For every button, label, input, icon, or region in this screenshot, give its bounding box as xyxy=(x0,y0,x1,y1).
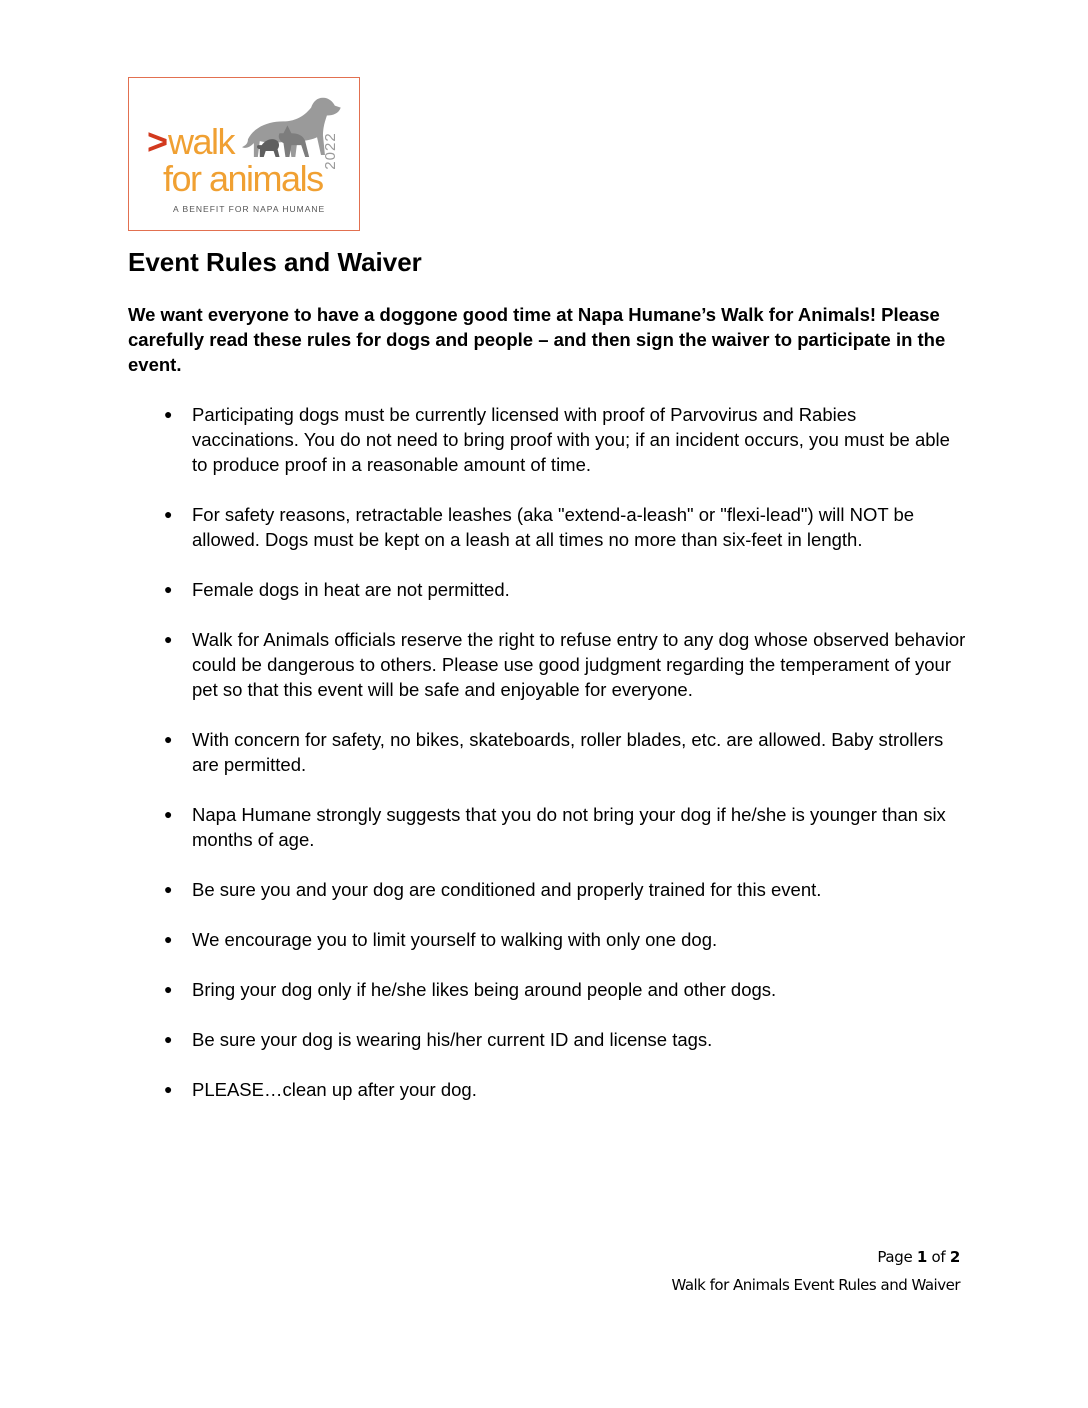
bullet-icon: ● xyxy=(164,581,173,597)
rule-item xyxy=(128,502,968,552)
rule-text: Be sure you and your dog are conditioned and properly trained for this event. xyxy=(192,879,822,900)
page-footer xyxy=(671,1243,960,1299)
logo-tagline: A BENEFIT FOR NAPA HUMANE xyxy=(173,204,326,214)
bullet-icon: ● xyxy=(164,731,173,747)
page-current: 1 xyxy=(916,1248,928,1266)
bullet-icon: ● xyxy=(164,1031,173,1047)
bullet-icon: ● xyxy=(164,631,173,647)
page-number xyxy=(671,1243,960,1271)
bullet-icon: ● xyxy=(164,406,173,422)
rule-text: Bring your dog only if he/she likes being around people and other dogs. xyxy=(192,979,777,1000)
rule-item xyxy=(128,1027,968,1052)
logo-year: 2022 xyxy=(322,132,339,170)
bullet-icon: ● xyxy=(164,881,173,897)
rule-item xyxy=(128,402,968,477)
rule-text: We encourage you to limit yourself to walking with only one dog. xyxy=(192,929,718,950)
rule-text: Female dogs in heat are not permitted. xyxy=(192,579,510,600)
intro-paragraph: We want everyone to have a doggone good time at Napa Humane’s Walk for Animals! Please carefully read these rules for dogs and people – and then sign the waiver to participate in the event. xyxy=(128,304,946,375)
page-total: 2 xyxy=(949,1248,960,1266)
page-label: Page xyxy=(877,1248,913,1266)
page-of: of xyxy=(931,1248,946,1266)
bullet-icon: ● xyxy=(164,806,173,822)
bullet-icon: ● xyxy=(164,1081,173,1097)
event-logo xyxy=(128,77,360,231)
bullet-icon: ● xyxy=(164,931,173,947)
logo-line1: walk xyxy=(168,121,235,162)
rule-text: With concern for safety, no bikes, skateboards, roller blades, etc. are allowed. Baby strollers are permitted. xyxy=(192,729,944,775)
rule-item xyxy=(128,802,968,852)
rule-item xyxy=(128,927,968,952)
rule-item xyxy=(128,977,968,1002)
rule-item xyxy=(128,877,968,902)
rule-item xyxy=(128,1077,968,1102)
logo-walk-text xyxy=(147,122,234,162)
rules-list xyxy=(128,402,968,1127)
footer-caption: Walk for Animals Event Rules and Waiver xyxy=(671,1276,960,1294)
bullet-icon: ● xyxy=(164,506,173,522)
rule-text: Be sure your dog is wearing his/her current ID and license tags. xyxy=(192,1029,713,1050)
page-title: Event Rules and Waiver xyxy=(128,247,422,277)
logo-arrow-icon: > xyxy=(147,121,169,162)
logo-for-animals-text: for animals xyxy=(163,158,323,199)
rule-text: For safety reasons, retractable leashes (aka "extend-a-leash" or "flexi-lead") will NOT be allowed. Dogs must be kept on a leash at all times no more than six-feet in length. xyxy=(192,504,915,550)
rule-text: Walk for Animals officials reserve the right to refuse entry to any dog whose observed behavior could be dangerous to others. Please use good judgment regarding the temperament of your pet so that this event will be safe and enjoyable for everyone. xyxy=(192,629,966,700)
rule-text: Napa Humane strongly suggests that you do not bring your dog if he/she is younger than six months of age. xyxy=(192,804,946,850)
rule-text: PLEASE…clean up after your dog. xyxy=(192,1079,477,1100)
rule-text: Participating dogs must be currently licensed with proof of Parvovirus and Rabies vaccinations. You do not need to bring proof with you; if an incident occurs, you must be able to produce proof in a reasonable amount of time. xyxy=(192,404,950,475)
rule-item xyxy=(128,577,968,602)
rule-item xyxy=(128,727,968,777)
bullet-icon: ● xyxy=(164,981,173,997)
rule-item xyxy=(128,627,968,702)
